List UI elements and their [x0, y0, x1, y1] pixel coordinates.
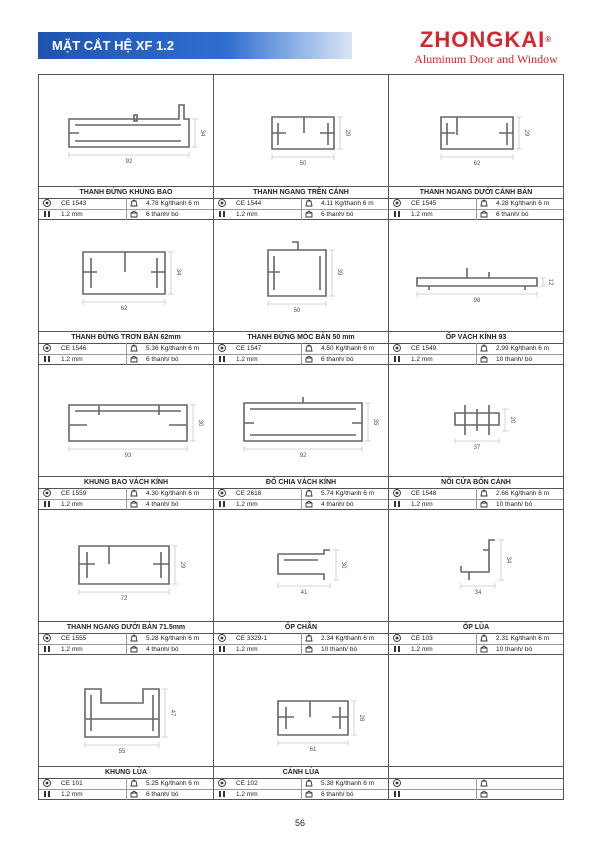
profile-name: THANH ĐỨNG TRƠN BẢN 62mm — [39, 331, 213, 344]
dimension-label: 30 — [197, 419, 203, 427]
profile-bundle: 10 thanh/ bó — [496, 646, 533, 653]
profile-code: CE 1547 — [236, 345, 262, 352]
logo-code-icon — [43, 779, 51, 787]
bundle-box-icon — [130, 500, 138, 508]
profile-weight: 4.28 Kg/thanh 6 m — [496, 200, 550, 207]
profile-card — [389, 655, 564, 800]
dimension-label: 55 — [118, 749, 126, 755]
scale-weight-icon — [130, 199, 138, 207]
thickness-gauge-icon — [218, 790, 226, 798]
dimension-label: 34 — [474, 590, 482, 596]
profile-thickness: 1.2 mm — [411, 501, 433, 508]
dimension-label: 30 — [340, 561, 346, 569]
profile-card — [389, 75, 564, 220]
spec-row-2 — [214, 209, 388, 220]
scale-weight-icon — [480, 199, 488, 207]
thickness-gauge-icon — [43, 790, 51, 798]
profile-code: CE 1544 — [236, 200, 262, 207]
spec-row-2 — [39, 209, 213, 220]
brand-mark: ® — [545, 35, 553, 44]
profile-bundle: 4 thanh/ bó — [146, 646, 179, 653]
profile-code: CE 1545 — [411, 200, 437, 207]
dimension-label: 34 — [199, 129, 205, 137]
profile-section-drawing — [214, 220, 388, 332]
section-title-bar — [38, 32, 352, 59]
thickness-gauge-icon — [218, 355, 226, 363]
scale-weight-icon — [480, 344, 488, 352]
profile-weight: 5.74 Kg/thanh 6 m — [321, 490, 375, 497]
logo-code-icon — [218, 344, 226, 352]
scale-weight-icon — [305, 779, 313, 787]
spec-row-2 — [214, 354, 388, 365]
bundle-box-icon — [130, 790, 138, 798]
profile-section-drawing — [214, 510, 388, 622]
thickness-gauge-icon — [43, 355, 51, 363]
profile-thickness: 1.2 mm — [61, 501, 83, 508]
profile-code: CE 101 — [61, 780, 83, 787]
dimension-label: 61 — [309, 747, 317, 753]
profile-thickness: 1.2 mm — [411, 211, 433, 218]
logo-code-icon — [218, 634, 226, 642]
thickness-gauge-icon — [43, 500, 51, 508]
profile-name: THANH ĐỨNG KHUNG BAO — [39, 186, 213, 199]
profile-weight: 5.36 Kg/thanh 6 m — [146, 345, 200, 352]
dimension-label: 47 — [169, 709, 175, 717]
spec-row-2 — [39, 644, 213, 655]
spec-row-2 — [214, 789, 388, 800]
profile-code: CE 102 — [236, 780, 258, 787]
logo-code-icon — [393, 634, 401, 642]
profile-bundle: 4 thanh/ bó — [321, 501, 354, 508]
profile-weight: 5.25 Kg/thanh 6 m — [146, 780, 200, 787]
profile-thickness: 1.2 mm — [61, 211, 83, 218]
bundle-box-icon — [130, 210, 138, 218]
dimension-label: 34 — [505, 556, 511, 564]
dimension-label: 34 — [175, 268, 181, 276]
profile-weight: 5.38 Kg/thanh 6 m — [321, 780, 375, 787]
scale-weight-icon — [130, 344, 138, 352]
dimension-label: 12 — [547, 278, 553, 286]
bundle-box-icon — [305, 500, 313, 508]
profile-row — [39, 655, 564, 800]
spec-row-2 — [389, 789, 563, 800]
bundle-box-icon — [480, 355, 488, 363]
profile-weight: 2.66 Kg/thanh 6 m — [496, 490, 550, 497]
brand-logo — [400, 28, 572, 66]
profile-section-drawing — [39, 510, 213, 622]
profile-bundle: 10 thanh/ bó — [321, 646, 358, 653]
profile-thickness: 1.2 mm — [411, 356, 433, 363]
scale-weight-icon — [305, 199, 313, 207]
spec-row-2 — [39, 354, 213, 365]
dimension-label: 50 — [299, 161, 307, 167]
bundle-box-icon — [305, 210, 313, 218]
brand-tagline: Aluminum Door and Window — [414, 52, 558, 66]
dimension-label: 29 — [179, 561, 185, 569]
profile-code: CE 3329-1 — [236, 635, 268, 642]
thickness-gauge-icon — [393, 355, 401, 363]
profile-bundle: 6 thanh/ bó — [146, 791, 179, 798]
profile-bundle: 10 thanh/ bó — [496, 356, 533, 363]
profile-name: THANH NGANG DƯỚI BẢN 71.5mm — [39, 621, 213, 634]
profile-code: CE 1548 — [411, 490, 437, 497]
profile-section-drawing — [39, 220, 213, 332]
thickness-gauge-icon — [393, 500, 401, 508]
profile-name: THANH NGANG TRÊN CÁNH — [214, 186, 388, 199]
logo-code-icon — [218, 199, 226, 207]
profile-thickness: 1.2 mm — [236, 791, 258, 798]
profile-name: KHUNG BAO VÁCH KÍNH — [39, 476, 213, 489]
profile-card — [389, 365, 564, 510]
page-number: 56 — [294, 818, 305, 828]
profile-weight: 2.31 Kg/thanh 6 m — [496, 635, 550, 642]
bundle-box-icon — [480, 790, 488, 798]
logo-code-icon — [43, 199, 51, 207]
logo-code-icon — [393, 344, 401, 352]
spec-row-2 — [389, 644, 563, 655]
dimension-label: 29 — [523, 129, 529, 137]
profile-thickness: 1.2 mm — [236, 356, 258, 363]
dimension-label: 92 — [125, 159, 133, 165]
bundle-box-icon — [305, 790, 313, 798]
profile-weight: 2.99 Kg/thanh 6 m — [496, 345, 550, 352]
dimension-label: 41 — [300, 590, 308, 596]
profile-bundle: 6 thanh/ bó — [146, 211, 179, 218]
section-title: MẶT CẮT HỆ XF 1.2 — [52, 38, 175, 53]
profile-weight: 5.28 Kg/thanh 6 m — [146, 635, 200, 642]
profile-name: ỐP LÙA — [389, 621, 563, 634]
profile-thickness: 1.2 mm — [236, 211, 258, 218]
profile-name: NỐI CỬA BỐN CÁNH — [389, 476, 563, 489]
profile-card — [39, 220, 214, 365]
bundle-box-icon — [480, 645, 488, 653]
logo-code-icon — [393, 199, 401, 207]
profile-code: CE 1559 — [61, 490, 87, 497]
profile-grid — [38, 74, 564, 800]
thickness-gauge-icon — [43, 210, 51, 218]
profile-name: THANH NGANG DƯỚI CÁNH BẢN — [389, 186, 563, 199]
logo-code-icon — [218, 489, 226, 497]
scale-weight-icon — [130, 489, 138, 497]
profile-thickness: 1.2 mm — [61, 356, 83, 363]
dimension-label: 98 — [473, 298, 481, 304]
profile-thickness: 1.2 mm — [61, 646, 83, 653]
profile-code: CE 1549 — [411, 345, 437, 352]
profile-bundle: 6 thanh/ bó — [146, 356, 179, 363]
profile-thickness: 1.2 mm — [236, 646, 258, 653]
profile-section-drawing — [39, 655, 213, 767]
dimension-label: 93 — [124, 453, 132, 459]
profile-weight: 4.50 Kg/thanh 6 m — [321, 345, 375, 352]
dimension-label: 35 — [372, 418, 378, 426]
dimension-label: 28 — [358, 714, 364, 722]
thickness-gauge-icon — [218, 645, 226, 653]
profile-section-drawing — [389, 220, 563, 332]
profile-card — [389, 220, 564, 365]
profile-name: ỐP CHÂN — [214, 621, 388, 634]
dimension-label: 62 — [473, 161, 481, 167]
profile-row — [39, 75, 564, 220]
spec-row-2 — [389, 499, 563, 510]
profile-card — [39, 365, 214, 510]
profile-weight: 4.11 Kg/thanh 6 m — [321, 200, 374, 207]
profile-thickness: 1.2 mm — [61, 791, 83, 798]
profile-section-drawing — [389, 655, 563, 767]
bundle-box-icon — [305, 645, 313, 653]
logo-code-icon — [393, 779, 401, 787]
bundle-box-icon — [305, 355, 313, 363]
scale-weight-icon — [305, 489, 313, 497]
scale-weight-icon — [480, 489, 488, 497]
profile-card — [214, 365, 389, 510]
profile-name: ĐỐ CHIA VÁCH KÍNH — [214, 476, 388, 489]
scale-weight-icon — [130, 779, 138, 787]
profile-section-drawing — [389, 365, 563, 477]
profile-card — [214, 220, 389, 365]
profile-card — [39, 655, 214, 800]
logo-code-icon — [43, 634, 51, 642]
spec-row-2 — [214, 644, 388, 655]
profile-code: CE 2618 — [236, 490, 262, 497]
profile-bundle: 6 thanh/ bó — [321, 356, 354, 363]
thickness-gauge-icon — [393, 790, 401, 798]
dimension-label: 29 — [344, 129, 350, 137]
scale-weight-icon — [130, 634, 138, 642]
dimension-label: 62 — [120, 306, 128, 312]
profile-weight: 4.78 Kg/thanh 6 m — [146, 200, 200, 207]
profile-bundle: 6 thanh/ bó — [321, 211, 354, 218]
dimension-label: 50 — [293, 308, 301, 314]
profile-section-drawing — [39, 365, 213, 477]
spec-row-2 — [214, 499, 388, 510]
profile-card — [39, 510, 214, 655]
dimension-label: 37 — [473, 445, 481, 451]
profile-section-drawing — [214, 75, 388, 187]
bundle-box-icon — [480, 500, 488, 508]
profile-section-drawing — [389, 75, 563, 187]
thickness-gauge-icon — [218, 500, 226, 508]
profile-card — [389, 510, 564, 655]
profile-section-drawing — [214, 365, 388, 477]
profile-card — [214, 510, 389, 655]
profile-card — [214, 75, 389, 220]
profile-thickness: 1.2 mm — [411, 646, 433, 653]
thickness-gauge-icon — [43, 645, 51, 653]
logo-code-icon — [43, 489, 51, 497]
scale-weight-icon — [480, 634, 488, 642]
profile-name: ỐP VÁCH KÍNH 93 — [389, 331, 563, 344]
bundle-box-icon — [130, 645, 138, 653]
thickness-gauge-icon — [218, 210, 226, 218]
logo-code-icon — [393, 489, 401, 497]
profile-weight: 4.30 Kg/thanh 6 m — [146, 490, 200, 497]
thickness-gauge-icon — [393, 645, 401, 653]
profile-name: THANH ĐỨNG MÓC BẢN 50 mm — [214, 331, 388, 344]
spec-row-2 — [39, 789, 213, 800]
profile-name: KHUNG LÙA — [39, 766, 213, 779]
scale-weight-icon — [305, 634, 313, 642]
profile-bundle: 10 thanh/ bó — [496, 501, 533, 508]
profile-card — [214, 655, 389, 800]
profile-row — [39, 510, 564, 655]
scale-weight-icon — [305, 344, 313, 352]
profile-row — [39, 365, 564, 510]
dimension-label: 20 — [509, 416, 515, 424]
dimension-label: 92 — [299, 453, 307, 459]
thickness-gauge-icon — [393, 210, 401, 218]
brand-name: ZHONGKAI — [419, 27, 546, 52]
profile-bundle: 6 thanh/ bó — [496, 211, 529, 218]
logo-code-icon — [43, 344, 51, 352]
bundle-box-icon — [130, 355, 138, 363]
profile-thickness: 1.2 mm — [236, 501, 258, 508]
profile-bundle: 4 thanh/ bó — [146, 501, 179, 508]
spec-row-2 — [39, 499, 213, 510]
profile-code: CE 103 — [411, 635, 433, 642]
profile-row — [39, 220, 564, 365]
spec-row-2 — [389, 209, 563, 220]
profile-code: CE 1543 — [61, 200, 87, 207]
profile-section-drawing — [39, 75, 213, 187]
logo-code-icon — [218, 779, 226, 787]
profile-name: CÁNH LÙA — [214, 766, 388, 779]
bundle-box-icon — [480, 210, 488, 218]
profile-bundle: 6 thanh/ bó — [321, 791, 354, 798]
dimension-label: 72 — [120, 596, 128, 602]
scale-weight-icon — [480, 779, 488, 787]
dimension-label: 39 — [336, 268, 342, 276]
profile-section-drawing — [389, 510, 563, 622]
profile-card — [39, 75, 214, 220]
profile-section-drawing — [214, 655, 388, 767]
profile-code: CE 1555 — [61, 635, 87, 642]
profile-weight: 2.34 Kg/thanh 6 m — [321, 635, 375, 642]
spec-row-2 — [389, 354, 563, 365]
profile-code: CE 1546 — [61, 345, 87, 352]
